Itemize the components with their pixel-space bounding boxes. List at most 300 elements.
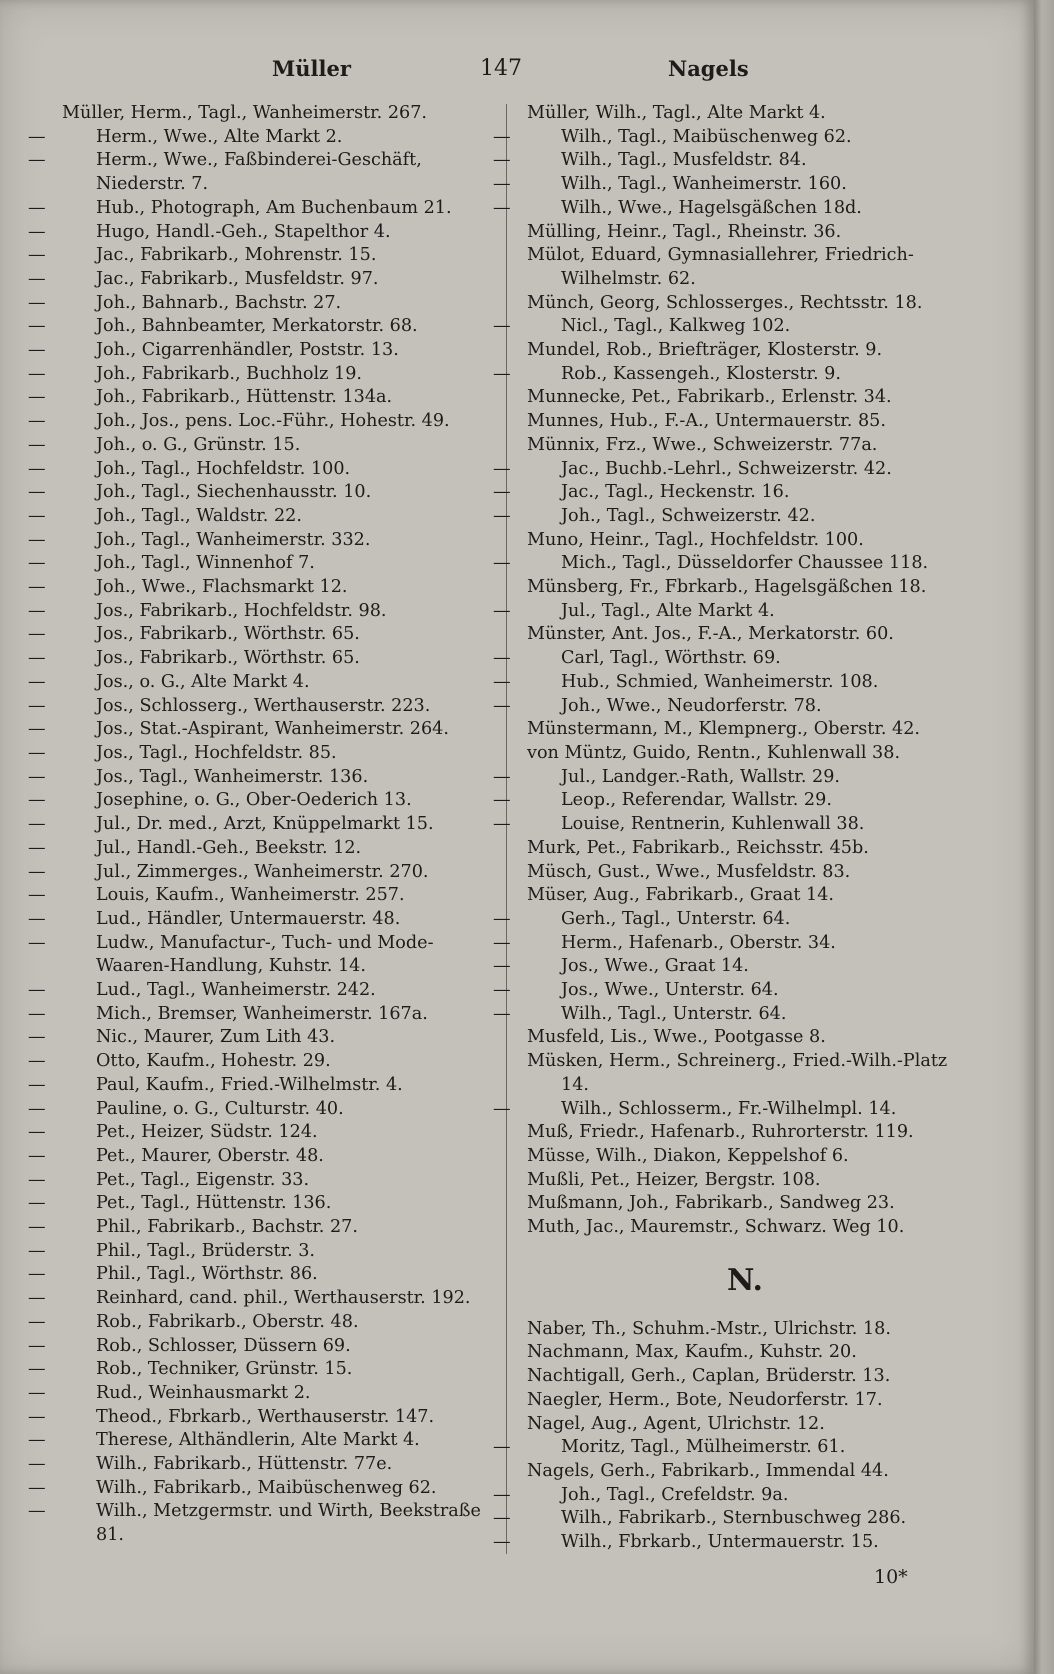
entry-text: Jos., Fabrikarb., Wörthstr. 65.: [96, 648, 360, 669]
entry-text: Nagel, Aug., Agent, Ulrichstr. 12.: [527, 1413, 825, 1434]
entry-text: Hub., Photograph, Am Buchenbaum 21.: [96, 197, 452, 218]
directory-entry: [527, 1192, 963, 1216]
repeat-dash: —: [28, 1382, 46, 1403]
directory-entry: [28, 1453, 494, 1477]
directory-entry: [28, 861, 494, 885]
repeat-dash: —: [28, 1264, 46, 1285]
entry-text: Herm., Hafenarb., Oberstr. 34.: [561, 932, 836, 953]
directory-entry: [527, 1365, 963, 1389]
directory-entry: [28, 979, 494, 1003]
directory-entry: [28, 1145, 494, 1169]
directory-entry: [527, 1121, 963, 1145]
repeat-dash: —: [493, 671, 511, 692]
repeat-dash: —: [493, 956, 511, 977]
entry-text: Jos., Fabrikarb., Wörthstr. 65.: [96, 624, 360, 645]
repeat-dash: —: [493, 1508, 511, 1529]
entry-text: Wilh., Wwe., Hagelsgäßchen 18d.: [561, 197, 862, 218]
entry-text: Wilh., Schlosserm., Fr.-Wilhelmpl. 14.: [561, 1098, 897, 1119]
directory-entry: [527, 1216, 963, 1240]
directory-entry: [28, 1287, 494, 1311]
entry-text: Nagels, Gerh., Fabrikarb., Immendal 44.: [527, 1460, 889, 1481]
directory-entry: [527, 623, 963, 647]
repeat-dash: —: [493, 980, 511, 1001]
directory-entry: [493, 552, 963, 576]
repeat-dash: —: [493, 1003, 511, 1024]
directory-entry: [493, 315, 963, 339]
directory-entry: [28, 1311, 494, 1335]
directory-entry: [28, 1169, 494, 1193]
entry-text: Muno, Heinr., Tagl., Hochfeldstr. 100.: [527, 529, 864, 550]
repeat-dash: —: [28, 268, 46, 289]
directory-entry: [493, 458, 963, 482]
directory-entry: [28, 339, 494, 363]
repeat-dash: —: [28, 553, 46, 574]
directory-entry: [28, 789, 494, 813]
directory-entry: [28, 837, 494, 861]
entry-text: Therese, Althändlerin, Alte Markt 4.: [96, 1430, 420, 1451]
entry-text: Gerh., Tagl., Unterstr. 64.: [561, 908, 791, 929]
entry-text: Wilh., Tagl., Musfeldstr. 84.: [561, 150, 807, 171]
directory-entry: [493, 955, 963, 979]
directory-entry: [28, 315, 494, 339]
repeat-dash: —: [28, 695, 46, 716]
directory-entry: [28, 529, 494, 553]
directory-entry: [493, 481, 963, 505]
directory-entry: [493, 600, 963, 624]
repeat-dash: —: [493, 695, 511, 716]
left-column: [28, 102, 494, 1548]
repeat-dash: —: [28, 980, 46, 1001]
directory-entry: [493, 149, 963, 173]
repeat-dash: —: [28, 1501, 46, 1522]
entry-text: Müsse, Wilh., Diakon, Keppelshof 6.: [527, 1145, 849, 1166]
entry-text: Pet., Maurer, Oberstr. 48.: [96, 1145, 324, 1166]
repeat-dash: —: [28, 885, 46, 906]
entry-text: Murk, Pet., Fabrikarb., Reichsstr. 45b.: [527, 837, 869, 858]
directory-entry: [28, 1335, 494, 1359]
directory-entry: [28, 1121, 494, 1145]
entry-text: Herm., Wwe., Faßbinderei-Geschäft, Niederstr. 7.: [96, 150, 422, 195]
directory-entry: [527, 102, 963, 126]
repeat-dash: —: [493, 648, 511, 669]
repeat-dash: —: [493, 814, 511, 835]
entry-text: Jul., Tagl., Alte Markt 4.: [561, 600, 775, 621]
entry-text: Wilh., Fabrikarb., Hüttenstr. 77e.: [96, 1454, 393, 1475]
directory-entry: [28, 1074, 494, 1098]
right-column-bottom: [493, 1318, 963, 1555]
directory-entry: [527, 884, 963, 908]
directory-entry: [28, 1429, 494, 1453]
repeat-dash: —: [28, 529, 46, 550]
entry-text: Müller, Wilh., Tagl., Alte Markt 4.: [527, 103, 826, 123]
entry-text: Hub., Schmied, Wanheimerstr. 108.: [561, 671, 879, 692]
entry-text: Jac., Tagl., Heckenstr. 16.: [561, 482, 790, 503]
repeat-dash: —: [493, 150, 511, 171]
directory-entry: [527, 1389, 963, 1413]
entry-text: Wilh., Fabrikarb., Sternbuschweg 286.: [561, 1508, 907, 1529]
directory-entry: [527, 1050, 963, 1097]
directory-entry: [28, 1500, 494, 1547]
entry-text: Mülling, Heinr., Tagl., Rheinstr. 36.: [527, 221, 842, 242]
directory-entry: [527, 837, 963, 861]
entry-text: Mundel, Rob., Briefträger, Klosterstr. 9.: [527, 340, 883, 361]
directory-entry: [28, 126, 494, 150]
directory-entry: [28, 149, 494, 196]
entry-text: Müsch, Gust., Wwe., Musfeldstr. 83.: [527, 861, 851, 882]
entry-text: Jac., Buchb.-Lehrl., Schweizerstr. 42.: [561, 458, 892, 479]
directory-entry: [493, 766, 963, 790]
directory-entry: [28, 292, 494, 316]
entry-text: Rob., Kassengeh., Klosterstr. 9.: [561, 363, 841, 384]
entry-text: Wilh., Tagl., Wanheimerstr. 160.: [561, 174, 847, 195]
entry-text: Wilh., Fbrkarb., Untermauerstr. 15.: [561, 1532, 879, 1553]
repeat-dash: —: [28, 1430, 46, 1451]
repeat-dash: —: [493, 458, 511, 479]
entry-text: Rob., Schlosser, Düssern 69.: [96, 1335, 351, 1356]
directory-entry: [493, 197, 963, 221]
running-header: [60, 56, 990, 90]
repeat-dash: —: [28, 766, 46, 787]
repeat-dash: —: [493, 197, 511, 218]
entry-text: Rob., Fabrikarb., Oberstr. 48.: [96, 1311, 359, 1332]
directory-entry: [28, 1477, 494, 1501]
directory-entry: [28, 1050, 494, 1074]
entry-text: Munnes, Hub., F.-A., Untermauerstr. 85.: [527, 411, 886, 432]
entry-text: Muth, Jac., Mauremstr., Schwarz. Weg 10.: [527, 1217, 905, 1238]
entry-text: Hugo, Handl.-Geh., Stapelthor 4.: [96, 221, 391, 242]
entry-text: Theod., Fbrkarb., Werthauserstr. 147.: [96, 1406, 435, 1427]
entry-text: Wilh., Fabrikarb., Maibüschenweg 62.: [96, 1477, 437, 1498]
repeat-dash: —: [28, 221, 46, 242]
repeat-dash: —: [28, 434, 46, 455]
directory-entry: [28, 1382, 494, 1406]
directory-entry: [493, 1098, 963, 1122]
directory-entry: [527, 718, 963, 742]
right-column-top: [493, 102, 963, 1240]
entry-text: Ludw., Manufactur-, Tuch- und Mode-Waaren-Handlung, Kuhstr. 14.: [96, 932, 434, 977]
entry-text: Joh., Bahnbeamter, Merkatorstr. 68.: [96, 316, 418, 337]
entry-text: Joh., Fabrikarb., Buchholz 19.: [96, 363, 362, 384]
entry-text: Moritz, Tagl., Mülheimerstr. 61.: [561, 1437, 846, 1458]
repeat-dash: —: [493, 126, 511, 147]
directory-entry: [493, 1531, 963, 1555]
repeat-dash: —: [493, 363, 511, 384]
directory-entry: [493, 695, 963, 719]
signature-mark: 10*: [874, 1566, 908, 1588]
repeat-dash: —: [28, 1311, 46, 1332]
directory-entry: [527, 1341, 963, 1365]
repeat-dash: —: [493, 505, 511, 526]
entry-text: Joh., Tagl., Winnenhof 7.: [96, 553, 315, 574]
repeat-dash: —: [493, 316, 511, 337]
entry-text: Joh., Tagl., Crefeldstr. 9a.: [561, 1484, 789, 1505]
entry-text: Joh., Wwe., Neudorferstr. 78.: [561, 695, 822, 716]
entry-text: Lud., Tagl., Wanheimerstr. 242.: [96, 980, 376, 1001]
entry-text: Joh., Jos., pens. Loc.-Führ., Hohestr. 49.: [96, 411, 450, 432]
repeat-dash: —: [493, 482, 511, 503]
entry-text: Jos., Wwe., Unterstr. 64.: [561, 980, 779, 1001]
repeat-dash: —: [28, 1027, 46, 1048]
repeat-dash: —: [493, 553, 511, 574]
entry-text: Münsberg, Fr., Fbrkarb., Hagelsgäßchen 18.: [527, 577, 927, 598]
entry-text: Louise, Rentnerin, Kuhlenwall 38.: [561, 814, 865, 835]
directory-entry: [493, 647, 963, 671]
repeat-dash: —: [28, 245, 46, 266]
directory-entry: [493, 1436, 963, 1460]
entry-text: Jul., Dr. med., Arzt, Knüppelmarkt 15.: [96, 814, 434, 835]
repeat-dash: —: [28, 837, 46, 858]
repeat-dash: —: [28, 482, 46, 503]
repeat-dash: —: [28, 671, 46, 692]
page-number: 147: [480, 56, 522, 81]
directory-entry: [28, 576, 494, 600]
entry-text: Naber, Th., Schuhm.-Mstr., Ulrichstr. 18.: [527, 1318, 891, 1339]
directory-entry: [28, 742, 494, 766]
directory-entry: [28, 718, 494, 742]
entry-text: Mich., Tagl., Düsseldorfer Chaussee 118.: [561, 553, 929, 574]
directory-entry: [28, 1003, 494, 1027]
entry-text: Carl, Tagl., Wörthstr. 69.: [561, 648, 781, 669]
repeat-dash: —: [28, 126, 46, 147]
repeat-dash: —: [493, 1532, 511, 1553]
entry-text: Phil., Tagl., Wörthstr. 86.: [96, 1264, 318, 1285]
directory-entry: [527, 742, 963, 766]
entry-text: Mußli, Pet., Heizer, Bergstr. 108.: [527, 1169, 821, 1190]
directory-entry: [62, 102, 494, 126]
entry-text: Joh., Bahnarb., Bachstr. 27.: [96, 292, 342, 313]
entry-text: Joh., Tagl., Hochfeldstr. 100.: [96, 458, 351, 479]
directory-entry: [493, 789, 963, 813]
entry-text: Jul., Zimmerges., Wanheimerstr. 270.: [96, 861, 429, 882]
entry-text: Joh., Tagl., Wanheimerstr. 332.: [96, 529, 371, 550]
entry-text: Joh., Tagl., Schweizerstr. 42.: [561, 505, 816, 526]
directory-entry: [28, 1192, 494, 1216]
repeat-dash: —: [493, 790, 511, 811]
entry-text: Musfeld, Lis., Wwe., Pootgasse 8.: [527, 1027, 826, 1048]
directory-entry: [28, 1406, 494, 1430]
repeat-dash: —: [28, 1122, 46, 1143]
directory-entry: [493, 363, 963, 387]
repeat-dash: —: [28, 1288, 46, 1309]
entry-text: von Müntz, Guido, Rentn., Kuhlenwall 38.: [527, 742, 901, 763]
repeat-dash: —: [493, 174, 511, 195]
entry-text: Jos., Wwe., Graat 14.: [561, 956, 749, 977]
repeat-dash: —: [28, 814, 46, 835]
directory-entry: [28, 695, 494, 719]
entry-text: Rud., Weinhausmarkt 2.: [96, 1382, 311, 1403]
repeat-dash: —: [28, 292, 46, 313]
directory-entry: [527, 576, 963, 600]
directory-entry: [28, 671, 494, 695]
directory-entry: [28, 908, 494, 932]
directory-entry: [28, 481, 494, 505]
directory-entry: [28, 884, 494, 908]
entry-text: Jul., Handl.-Geh., Beekstr. 12.: [96, 837, 362, 858]
page-edge: [1034, 0, 1054, 1674]
directory-entry: [28, 1026, 494, 1050]
entry-text: Joh., Wwe., Flachsmarkt 12.: [96, 577, 348, 598]
repeat-dash: —: [28, 340, 46, 361]
repeat-dash: —: [28, 1406, 46, 1427]
directory-entry: [28, 505, 494, 529]
directory-entry: [493, 1484, 963, 1508]
entry-text: Wilh., Tagl., Maibüschenweg 62.: [561, 126, 852, 147]
entry-text: Münstermann, M., Klempnerg., Oberstr. 42.: [527, 719, 920, 740]
repeat-dash: —: [28, 1193, 46, 1214]
entry-text: Jos., Stat.-Aspirant, Wanheimerstr. 264.: [96, 719, 449, 740]
directory-entry: [493, 671, 963, 695]
header-left-keyword: Müller: [272, 56, 351, 81]
directory-entry: [527, 1318, 963, 1342]
entry-text: Münster, Ant. Jos., F.-A., Merkatorstr. 60.: [527, 624, 894, 645]
directory-entry: [527, 1460, 963, 1484]
repeat-dash: —: [28, 1335, 46, 1356]
entry-text: Jos., Tagl., Wanheimerstr. 136.: [96, 766, 369, 787]
repeat-dash: —: [28, 742, 46, 763]
entry-text: Joh., Tagl., Waldstr. 22.: [96, 505, 302, 526]
entry-text: Wilh., Metzgermstr. und Wirth, Beekstraße 81.: [96, 1501, 481, 1546]
entry-text: Lud., Händler, Untermauerstr. 48.: [96, 908, 401, 929]
directory-entry: [527, 1413, 963, 1437]
directory-entry: [28, 1216, 494, 1240]
directory-entry: [527, 434, 963, 458]
directory-entry: [527, 1169, 963, 1193]
entry-text: Otto, Kaufm., Hohestr. 29.: [96, 1051, 331, 1072]
directory-entry: [493, 1507, 963, 1531]
entry-text: Müller, Herm., Tagl., Wanheimerstr. 267.: [62, 103, 428, 123]
directory-entry: [28, 932, 494, 979]
repeat-dash: —: [493, 766, 511, 787]
directory-entry: [28, 386, 494, 410]
repeat-dash: —: [28, 1217, 46, 1238]
repeat-dash: —: [493, 908, 511, 929]
entry-text: Müser, Aug., Fabrikarb., Graat 14.: [527, 885, 835, 906]
repeat-dash: —: [28, 577, 46, 598]
repeat-dash: —: [28, 1169, 46, 1190]
entry-text: Jos., Tagl., Hochfeldstr. 85.: [96, 742, 337, 763]
entry-text: Naegler, Herm., Bote, Neudorferstr. 17.: [527, 1389, 883, 1410]
repeat-dash: —: [28, 1145, 46, 1166]
directory-entry: [28, 197, 494, 221]
entry-text: Mich., Bremser, Wanheimerstr. 167a.: [96, 1003, 428, 1024]
repeat-dash: —: [493, 600, 511, 621]
repeat-dash: —: [28, 1003, 46, 1024]
directory-entry: [493, 505, 963, 529]
repeat-dash: —: [28, 197, 46, 218]
entry-text: Wilh., Tagl., Unterstr. 64.: [561, 1003, 787, 1024]
directory-entry: [493, 126, 963, 150]
repeat-dash: —: [28, 1454, 46, 1475]
entry-text: Pet., Heizer, Südstr. 124.: [96, 1122, 318, 1143]
entry-text: Müsken, Herm., Schreinerg., Fried.-Wilh.-Platz 14.: [527, 1051, 948, 1095]
repeat-dash: —: [28, 908, 46, 929]
directory-entry: [493, 173, 963, 197]
entry-text: Joh., Fabrikarb., Hüttenstr. 134a.: [96, 387, 393, 408]
directory-entry: [28, 1263, 494, 1287]
entry-text: Louis, Kaufm., Wanheimerstr. 257.: [96, 885, 405, 906]
entry-text: Leop., Referendar, Wallstr. 29.: [561, 790, 832, 811]
entry-text: Phil., Tagl., Brüderstr. 3.: [96, 1240, 316, 1261]
repeat-dash: —: [28, 316, 46, 337]
entry-text: Paul, Kaufm., Fried.-Wilhelmstr. 4.: [96, 1074, 403, 1095]
entry-text: Reinhard, cand. phil., Werthauserstr. 192.: [96, 1288, 471, 1309]
directory-entry: [493, 979, 963, 1003]
entry-text: Pauline, o. G., Culturstr. 40.: [96, 1098, 344, 1119]
repeat-dash: —: [28, 150, 46, 171]
entry-text: Herm., Wwe., Alte Markt 2.: [96, 126, 343, 147]
directory-entry: [28, 1240, 494, 1264]
directory-entry: [527, 529, 963, 553]
repeat-dash: —: [28, 790, 46, 811]
directory-entry: [28, 410, 494, 434]
entry-text: Jos., Fabrikarb., Hochfeldstr. 98.: [96, 600, 387, 621]
entry-text: Rob., Techniker, Grünstr. 15.: [96, 1359, 353, 1380]
entry-text: Pet., Tagl., Hüttenstr. 136.: [96, 1193, 332, 1214]
directory-entry: [527, 386, 963, 410]
directory-entry: [493, 813, 963, 837]
directory-entry: [493, 908, 963, 932]
repeat-dash: —: [28, 624, 46, 645]
entry-text: Nicl., Tagl., Kalkweg 102.: [561, 316, 791, 337]
entry-text: Nachmann, Max, Kaufm., Kuhstr. 20.: [527, 1342, 857, 1363]
repeat-dash: —: [28, 1051, 46, 1072]
directory-entry: [28, 244, 494, 268]
entry-text: Jac., Fabrikarb., Musfeldstr. 97.: [96, 268, 379, 289]
repeat-dash: —: [28, 719, 46, 740]
directory-entry: [527, 221, 963, 245]
entry-text: Josephine, o. G., Ober-Oederich 13.: [96, 790, 412, 811]
repeat-dash: —: [28, 932, 46, 953]
repeat-dash: —: [28, 600, 46, 621]
directory-entry: [28, 647, 494, 671]
repeat-dash: —: [28, 458, 46, 479]
header-right-keyword: Nagels: [668, 56, 749, 81]
repeat-dash: —: [493, 932, 511, 953]
entry-text: Nachtigall, Gerh., Caplan, Brüderstr. 13.: [527, 1366, 891, 1387]
entry-text: Jul., Landger.-Rath, Wallstr. 29.: [561, 766, 841, 787]
right-column: [493, 102, 963, 1555]
repeat-dash: —: [28, 1074, 46, 1095]
repeat-dash: —: [28, 1477, 46, 1498]
repeat-dash: —: [28, 363, 46, 384]
entry-text: Nic., Maurer, Zum Lith 43.: [96, 1027, 336, 1048]
directory-entry: [527, 861, 963, 885]
directory-entry: [28, 623, 494, 647]
directory-entry: [527, 292, 963, 316]
directory-entry: [527, 1145, 963, 1169]
section-letter-heading: N.: [727, 1262, 763, 1298]
repeat-dash: —: [28, 505, 46, 526]
directory-entry: [527, 410, 963, 434]
entry-text: Joh., o. G., Grünstr. 15.: [96, 434, 301, 455]
directory-entry: [28, 221, 494, 245]
repeat-dash: —: [28, 648, 46, 669]
entry-text: Münch, Georg, Schlosserges., Rechtsstr. 18.: [527, 292, 923, 313]
directory-entry: [28, 600, 494, 624]
entry-text: Mülot, Eduard, Gymnasiallehrer, Friedrich-Wilhelmstr. 62.: [527, 245, 914, 289]
entry-text: Pet., Tagl., Eigenstr. 33.: [96, 1169, 310, 1190]
repeat-dash: —: [493, 1484, 511, 1505]
entry-text: Jos., Schlosserg., Werthauserstr. 223.: [96, 695, 431, 716]
repeat-dash: —: [28, 411, 46, 432]
entry-text: Jos., o. G., Alte Markt 4.: [96, 671, 310, 692]
repeat-dash: —: [28, 1098, 46, 1119]
directory-entry: [28, 552, 494, 576]
directory-entry: [493, 932, 963, 956]
repeat-dash: —: [28, 387, 46, 408]
directory-entry: [28, 363, 494, 387]
entry-text: Joh., Tagl., Siechenhausstr. 10.: [96, 482, 372, 503]
